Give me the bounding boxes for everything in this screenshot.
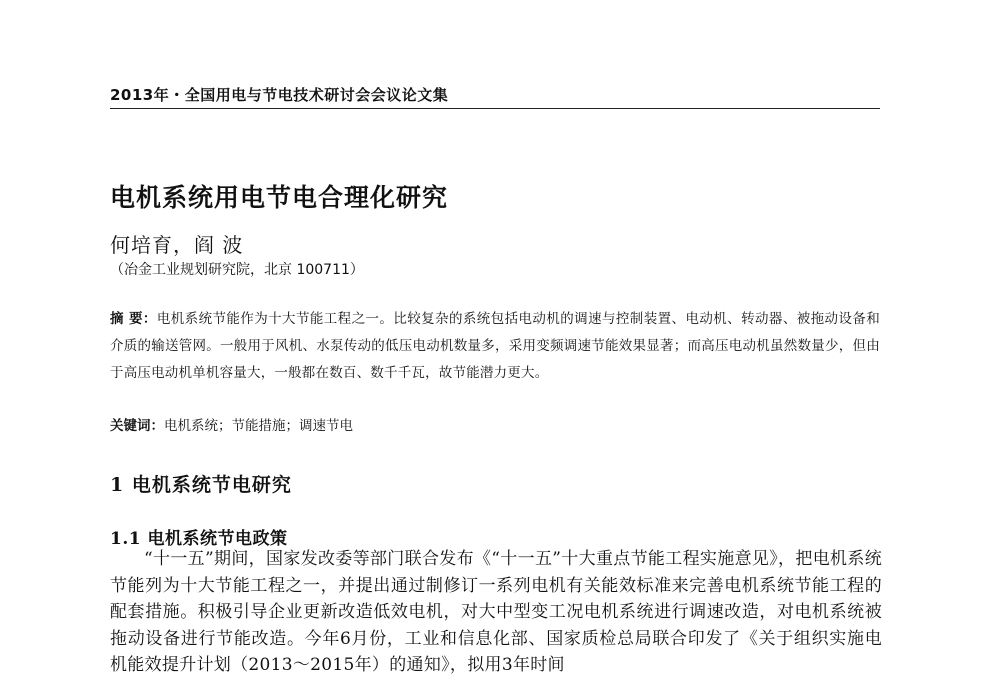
keywords-text: 电机系统；节能措施；调速节电 (164, 418, 353, 434)
paper-authors: 何培育，阎 波 (110, 233, 244, 257)
running-header: 2013年・全国用电与节电技术研讨会会议论文集 (110, 86, 449, 104)
subsection-heading: 1.1 电机系统节电政策 (110, 529, 288, 549)
keywords (110, 414, 880, 434)
header-rule (110, 108, 880, 109)
paper-title: 电机系统用电节电合理化研究 (110, 183, 449, 212)
keywords-label: 关键词： (110, 418, 164, 434)
paper-affiliation: （冶金工业规划研究院，北京 100711） (110, 262, 364, 278)
abstract-text: 电机系统节能作为十大节能工程之一。比较复杂的系统包括电动机的调速与控制装置、电动机、转动器、被拖动设备和介质的输送管网。一般用于风机、水泵传动的低压电动机数量多，采用变频调速节能效果显著；而高压电动机虽然数量少，但由于高压电动机单机容量大，一般都在数百、数千千瓦，故节能潜力更大。 (110, 311, 880, 381)
abstract (110, 306, 880, 387)
body-paragraph: “十一五”期间，国家发改委等部门联合发布《“十一五”十大重点节能工程实施意见》，把电机系统节能列为十大节能工程之一，并提出通过制修订一系列电机有关能效标准来完善电机系统节能工程的配套措施。积极引导企业更新改造低效电机，对大中型变工况电机系统进行调速改造，对电机系统被拖动设备进行节能改造。今年6月份，工业和信息化部、国家质检总局联合印发了《关于组织实施电机能效提升计划（2013～2015年）的通知》，拟用3年时间 (110, 549, 882, 675)
section-heading: 1 电机系统节电研究 (110, 474, 292, 496)
abstract-label: 摘 要： (110, 311, 157, 327)
